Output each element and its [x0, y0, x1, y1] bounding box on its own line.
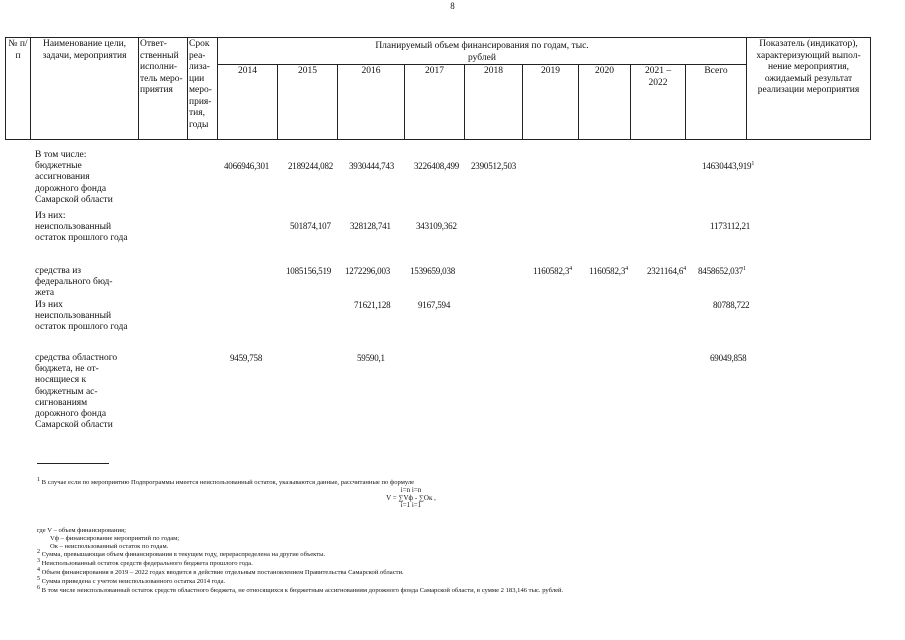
value-cell: 1539659,038 [410, 266, 456, 276]
header-responsible: Ответ-ственный исполни-тель меро-приятия [139, 38, 188, 140]
value-cell: 9459,758 [230, 353, 263, 363]
value-cell: 1160582,3$^4$ [589, 266, 628, 276]
formula: i=n i=n V = ∑Vф - ∑Oк , i=1 i=1 [386, 486, 436, 509]
value-cell: 343109,362 [416, 221, 457, 231]
year-2020: 2020 [579, 65, 631, 140]
value-cell-total: 14630443,919$^1$ [702, 161, 755, 171]
value-cell-total: 1173112,21 [710, 221, 751, 231]
footnote-2: $^2$ Сумма, превышающая объем финансирования в текущем году, перераспределена на другие объекты. [37, 548, 326, 558]
year-2014: 2014 [218, 65, 278, 140]
row-label: В том числе: бюджетные ассигнования дорожного фонда Самарской области [35, 150, 113, 205]
header-no: № п/п [6, 38, 31, 140]
header-name: Наименование цели, задачи, мероприятия [31, 38, 139, 140]
value-cell: 2390512,503 [471, 161, 517, 171]
footnote-where-ok: Oк – неиспользованный остаток по годам. [50, 543, 169, 550]
year-2021-2022: 2021 – 2022 [631, 65, 686, 140]
year-2016: 2016 [338, 65, 405, 140]
table-header [5, 37, 871, 140]
year-2019: 2019 [523, 65, 579, 140]
footnote-where-vf: Vф – финансирование мероприятий по годам; [50, 535, 180, 542]
value-cell: 3930444,743 [349, 161, 395, 171]
row-label: Из них неиспользованный остаток прошлого года [35, 300, 128, 333]
value-cell: 2189244,082 [288, 161, 334, 171]
year-2015: 2015 [278, 65, 338, 140]
row-label: средства областного бюджета, не от-носящиеся к бюджетным ас-сигнованиям дорожного фонда Самарской области [35, 353, 118, 431]
footnote-divider [37, 463, 109, 464]
footnote-6: $^6$ В том числе неиспользованный остаток средств областного бюджета, не относящихся к бюджетным ассигнованиям дорожного фонда Самарской области, в сумме 2 183,146 тыс. рублей. [37, 584, 564, 594]
header-indicator: Показатель (индикатор), характеризующий выпол-нение мероприятия, ожидаемый результат реализации мероприятия [747, 38, 871, 140]
value-cell: 59590,1 [357, 353, 385, 363]
value-cell: 2321164,6$^4$ [647, 266, 686, 276]
header-term: Срок реа-лиза-ции меро-прия-тия, годы [188, 38, 218, 140]
year-total: Всего [686, 65, 747, 140]
row-label: Из них: неиспользованный остаток прошлого года [35, 211, 128, 244]
value-cell: 71621,128 [354, 300, 391, 310]
year-2018: 2018 [465, 65, 523, 140]
value-cell: 9167,594 [418, 300, 451, 310]
value-cell: 1085156,519 [286, 266, 332, 276]
page-number: 8 [450, 1, 455, 11]
footnote-1: $^1$ В случае если по мероприятию Подпрограммы имеется неиспользованный остаток, указываются данные, рассчитанные по формуле [37, 476, 415, 486]
footnote-3: $^3$ Неиспользованный остаток средств федерального бюджета прошлого года. [37, 557, 253, 567]
year-2017: 2017 [405, 65, 465, 140]
footnote-4: $^4$ Объем финансирования в 2019 – 2022 годах вводится в действие отдельным постановлением Правительства Самарской области. [37, 566, 404, 576]
value-cell-total: 69049,858 [710, 353, 747, 363]
header-plan: Планируемый объем финансирования по годам, тыс. рублей [218, 38, 747, 65]
value-cell-total: 80788,722 [713, 300, 750, 310]
footnote-where-v: где V – объем финансирования; [37, 527, 126, 534]
value-cell: 1272296,003 [345, 266, 391, 276]
value-cell: 501874,107 [290, 221, 331, 231]
footnote-5: $^5$ Сумма приведена с учетом неиспользованного остатка 2014 года. [37, 575, 226, 585]
value-cell-total: 8458652,037$^1$ [698, 266, 746, 276]
value-cell: 1160582,3$^4$ [533, 266, 572, 276]
value-cell: 3226408,499 [414, 161, 460, 171]
value-cell: 4066946,301 [224, 161, 270, 171]
value-cell: 328128,741 [350, 221, 391, 231]
row-label: средства из федерального бюд-жета [35, 266, 113, 299]
